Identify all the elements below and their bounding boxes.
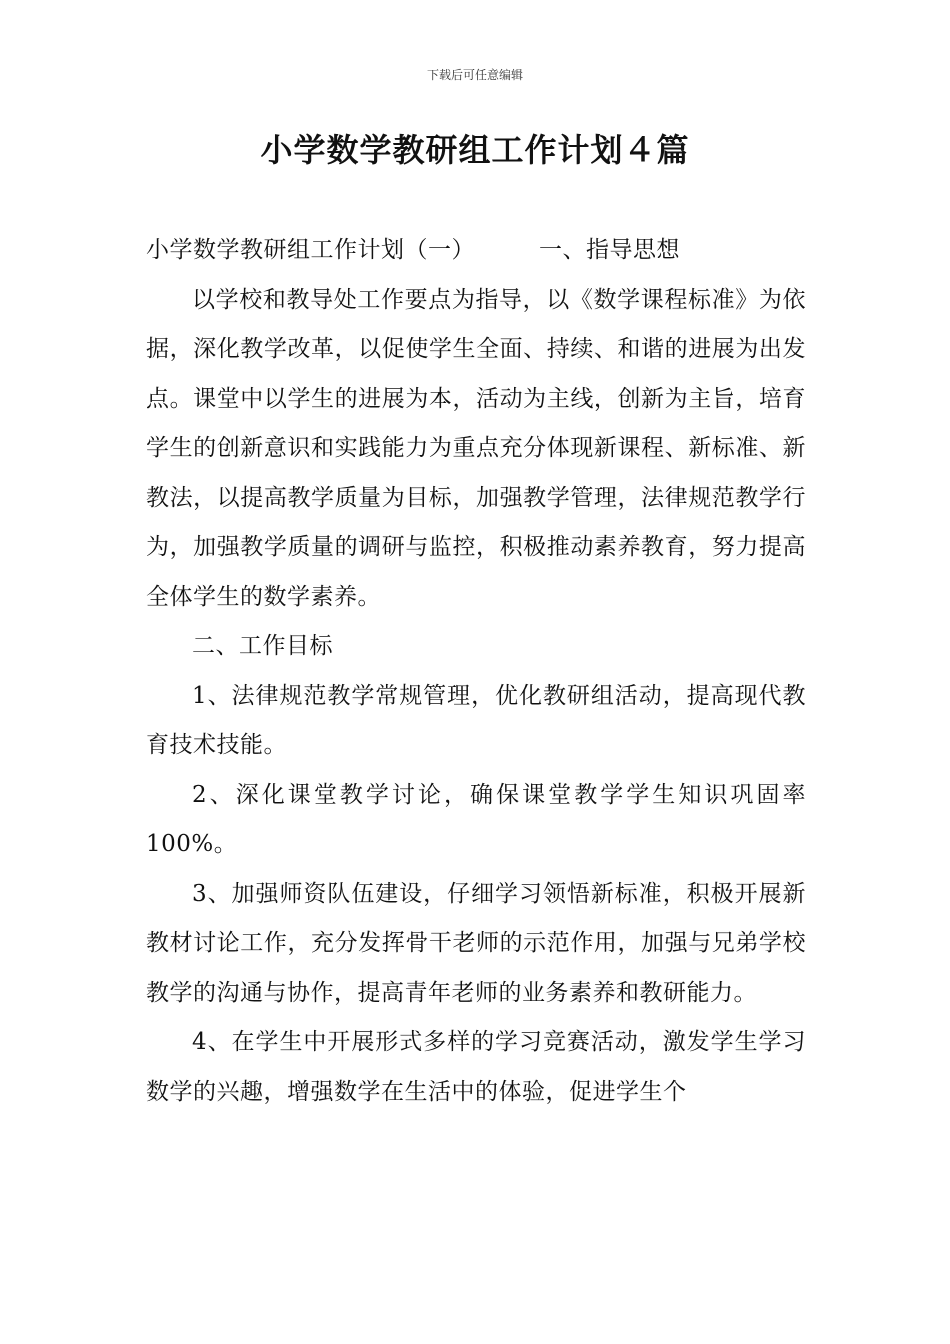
paragraph-goal-1: 1、法律规范教学常规管理，优化教研组活动，提高现代教育技术技能。 — [146, 682, 806, 758]
paragraph-work-goals-heading: 二、工作目标 — [192, 633, 333, 659]
paragraph-guiding-ideology: 以学校和教导处工作要点为指导，以《数学课程标准》为依据，深化教学改革，以促使学生全面、持续、和谐的进展为出发点。课堂中以学生的进展为本，活动为主线，创新为主旨，培育学生的创新意识和实践能力为重点充分体现新课程、新标准、新教法，以提高教学质量为目标，加强教学管理，法律规范教学行为，加强教学质量的调研与监控，积极推动素养教育，努力提高全体学生的数学素养。 — [146, 286, 806, 610]
section-heading: 小学数学教研组工作计划（一） — [146, 237, 475, 263]
paragraph-goal-3: 3、加强师资队伍建设，仔细学习领悟新标准，积极开展新教材讨论工作，充分发挥骨干老师的示范作用，加强与兄弟学校教学的沟通与协作，提高青年老师的业务素养和教研能力。 — [146, 880, 806, 1006]
document-body — [146, 226, 806, 1117]
part-one-heading: 一、指导思想 — [539, 237, 680, 263]
page-header-note: 下载后可任意编辑 — [426, 68, 523, 82]
paragraph-goal-2: 2、深化课堂教学讨论，确保课堂教学学生知识巩固率100%。 — [146, 781, 806, 857]
paragraph-goal-4: 4、在学生中开展形式多样的学习竞赛活动，激发学生学习数学的兴趣，增强数学在生活中的体验，促进学生个 — [146, 1029, 806, 1105]
document-title: 小学数学教研组工作计划４篇 — [260, 131, 690, 169]
section-heading-line — [146, 226, 806, 276]
